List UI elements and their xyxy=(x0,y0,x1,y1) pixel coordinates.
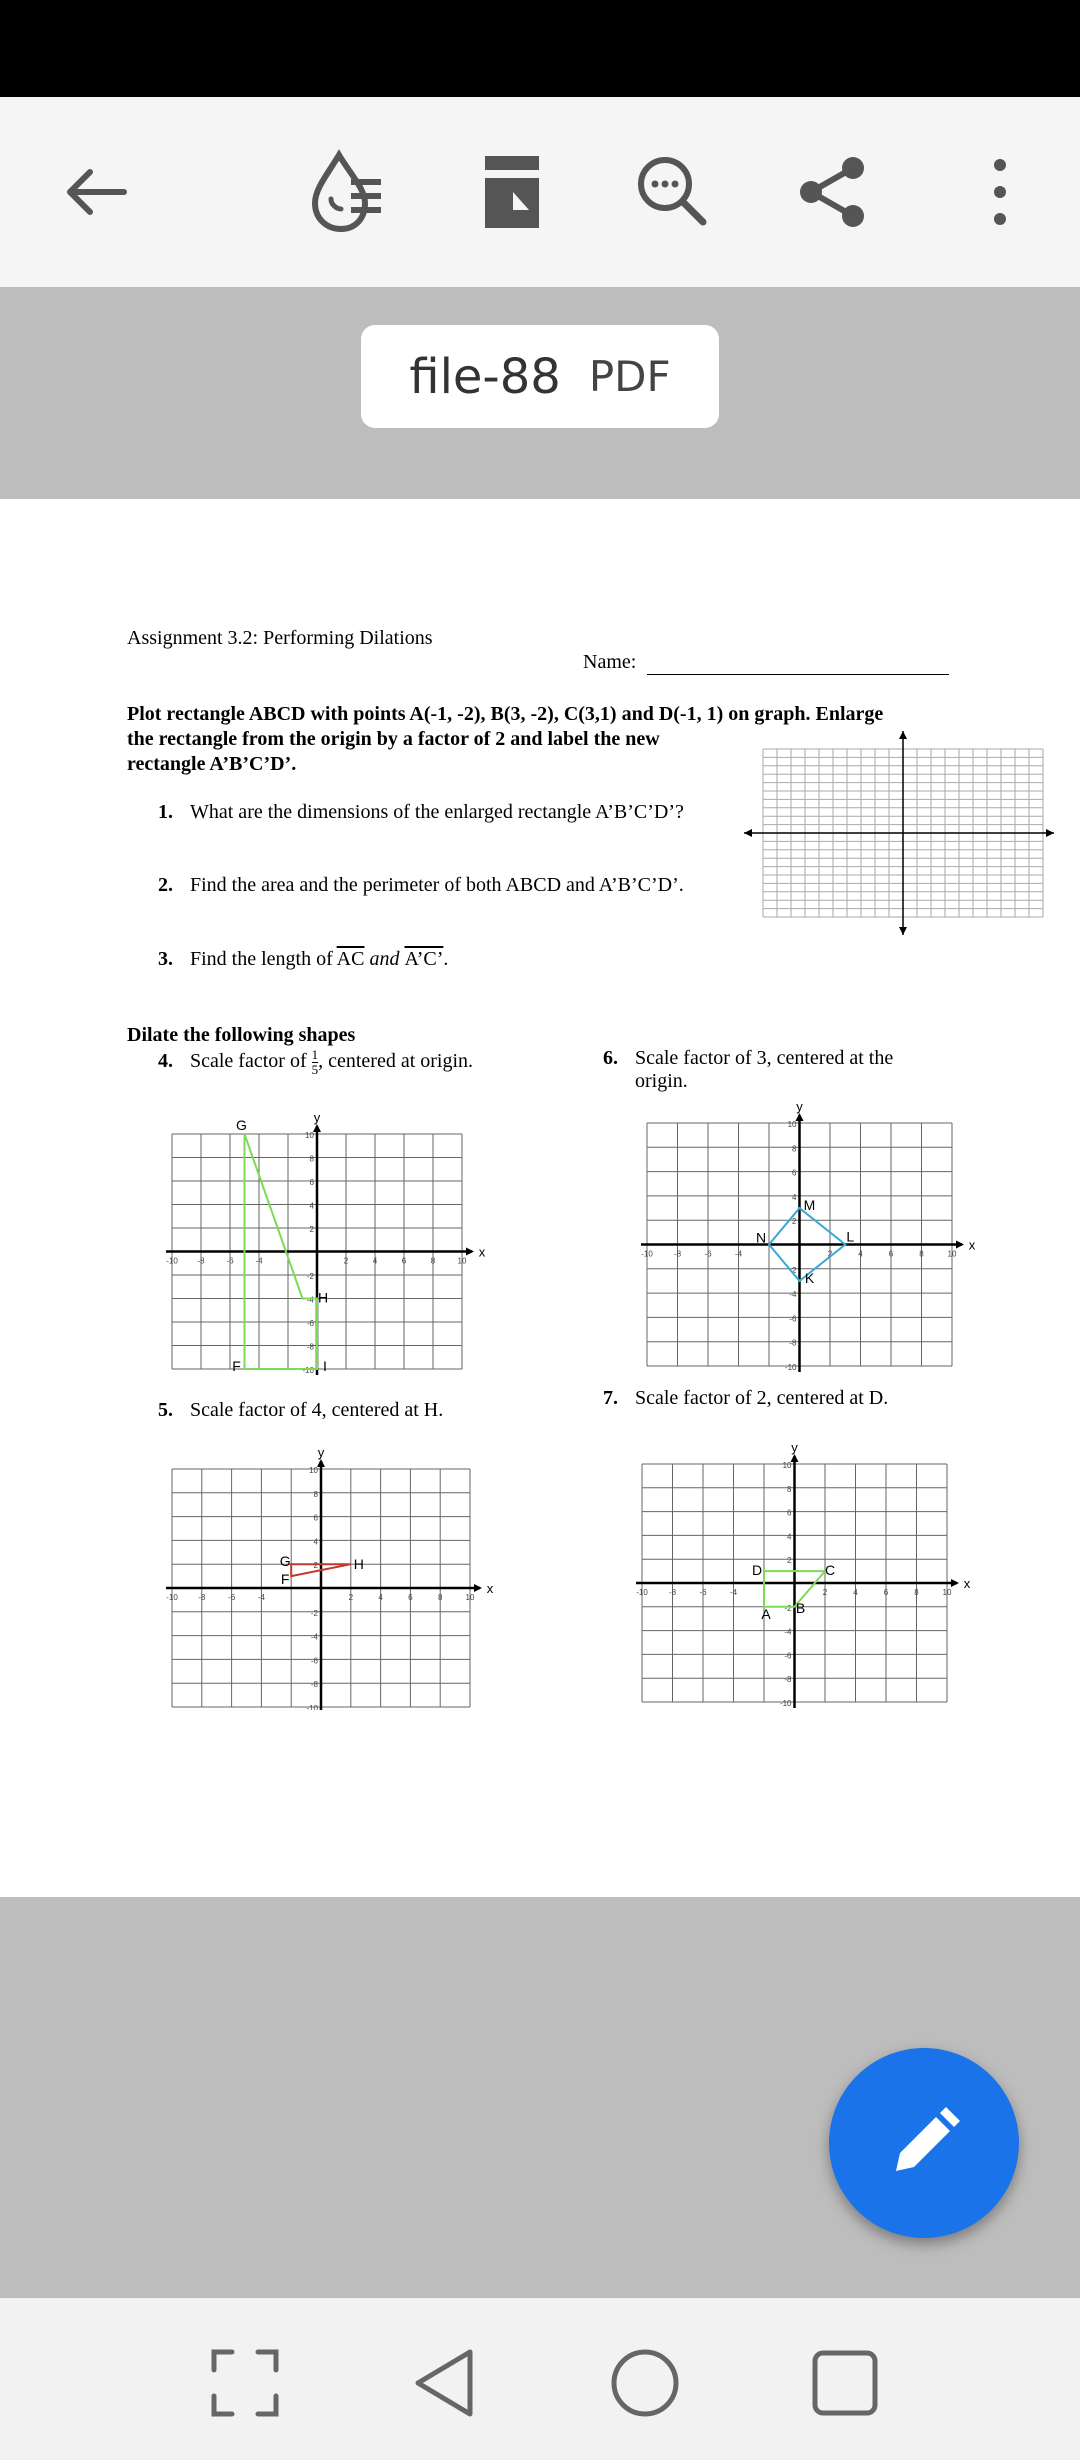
file-name-chip[interactable] xyxy=(361,325,719,428)
x-tick-label: -10 xyxy=(166,1256,178,1266)
question-text: Scale factor of xyxy=(190,1050,312,1073)
question-number: 2. xyxy=(158,874,173,896)
file-type: PDF xyxy=(588,352,671,401)
x-tick-label: 4 xyxy=(378,1593,383,1602)
question-3 xyxy=(158,948,448,971)
question-number: 6. xyxy=(603,1047,618,1069)
x-tick-label: 8 xyxy=(919,1249,924,1259)
x-tick-label: 8 xyxy=(430,1256,436,1266)
y-tick-label: 2 xyxy=(313,1561,318,1571)
y-tick-label: -6 xyxy=(784,1651,792,1661)
x-tick-label: 4 xyxy=(372,1256,378,1266)
y-tick-label: -10 xyxy=(779,1699,792,1708)
question-5 xyxy=(158,1399,443,1422)
x-tick-label: 6 xyxy=(408,1593,413,1602)
y-tick-label: 6 xyxy=(313,1513,318,1523)
axis-arrow xyxy=(313,1124,321,1132)
axis-arrow xyxy=(317,1459,325,1467)
y-tick-label: -10 xyxy=(306,1704,318,1710)
question-6 xyxy=(603,1047,893,1093)
share-button[interactable] xyxy=(778,137,888,247)
fraction-numerator: 1 xyxy=(311,1047,319,1062)
name-field xyxy=(583,651,949,675)
and-word: and xyxy=(364,948,405,970)
pencil-icon xyxy=(884,2103,964,2183)
y-axis-label: y xyxy=(317,1445,325,1460)
share-icon xyxy=(793,152,873,232)
vertex-label-b: B xyxy=(795,1599,806,1616)
blank-coordinate-grid xyxy=(740,729,1060,1029)
y-tick-label: -2 xyxy=(306,1272,314,1281)
question-text-end: , centered at origin. xyxy=(318,1050,474,1073)
x-tick-label: 10 xyxy=(457,1256,467,1266)
question-number: 5. xyxy=(158,1399,173,1421)
x-tick-label: 10 xyxy=(947,1249,957,1259)
y-tick-label: -10 xyxy=(784,1363,797,1372)
system-navigation-bar xyxy=(0,2298,1080,2460)
y-tick-label: 6 xyxy=(787,1508,792,1518)
question-text: Find the area and the perimeter of both ABCD and A’B’C’D’. xyxy=(190,874,684,896)
x-axis-label: x xyxy=(478,1244,486,1260)
more-options-button[interactable] xyxy=(945,137,1055,247)
search-button[interactable] xyxy=(618,137,728,247)
vertex-label-m: M xyxy=(803,1197,816,1214)
y-tick-label: 8 xyxy=(787,1484,792,1494)
back-button[interactable] xyxy=(40,137,150,247)
nav-back-button[interactable] xyxy=(400,2338,490,2428)
question-text: What are the dimensions of the enlarged rectangle A’B’C’D’? xyxy=(190,801,684,823)
x-tick-label: 8 xyxy=(437,1593,443,1602)
y-tick-label: -2 xyxy=(789,1265,797,1275)
axis-arrow xyxy=(796,1113,804,1121)
axis-arrow xyxy=(899,927,907,935)
intro-line-3: rectangle A’B’C’D’. xyxy=(127,753,297,775)
y-tick-label: -8 xyxy=(306,1342,314,1352)
x-tick-label: -8 xyxy=(673,1249,682,1259)
edit-fab-button[interactable] xyxy=(829,2048,1019,2238)
segment-a-prime-c-prime: A’C’ xyxy=(404,948,444,970)
x-tick-label: 2 xyxy=(822,1588,828,1597)
vertex-label-c: C xyxy=(824,1562,836,1579)
x-tick-label: -8 xyxy=(668,1588,677,1597)
x-tick-label: -6 xyxy=(704,1249,712,1259)
x-tick-label: -4 xyxy=(734,1249,743,1259)
vertex-label-f: F xyxy=(280,1571,290,1588)
question-text: Scale factor of 3, centered at the xyxy=(635,1047,894,1069)
graph-question-7 xyxy=(615,1439,970,1709)
x-tick-label: -4 xyxy=(257,1593,265,1602)
y-tick-label: 2 xyxy=(309,1225,314,1234)
x-axis-label: x xyxy=(968,1237,975,1253)
question-text-line-2: origin. xyxy=(635,1070,688,1092)
x-tick-label: 6 xyxy=(883,1588,889,1597)
question-text: Scale factor of 4, centered at H. xyxy=(190,1399,444,1421)
y-tick-label: -8 xyxy=(310,1680,318,1690)
y-tick-label: -10 xyxy=(302,1366,314,1375)
screenshot-button[interactable] xyxy=(200,2338,290,2428)
vertex-label-i: I xyxy=(323,1358,327,1374)
question-1 xyxy=(158,801,684,824)
x-tick-label: -6 xyxy=(228,1593,236,1602)
fraction-denominator: 5 xyxy=(311,1062,319,1077)
x-tick-label: 2 xyxy=(827,1249,833,1259)
vertex-label-h: H xyxy=(317,1289,329,1306)
x-tick-label: -4 xyxy=(255,1256,263,1266)
axis-arrow xyxy=(956,1241,964,1249)
question-7 xyxy=(603,1387,888,1410)
y-tick-label: 6 xyxy=(309,1178,314,1187)
x-tick-label: 10 xyxy=(942,1588,952,1597)
axis-arrow xyxy=(899,731,907,739)
y-tick-label: 8 xyxy=(313,1489,318,1499)
nav-home-button[interactable] xyxy=(600,2338,690,2428)
vertex-label-g: G xyxy=(236,1117,247,1133)
y-tick-label: 6 xyxy=(792,1168,797,1178)
y-tick-label: 10 xyxy=(309,1466,318,1475)
vertex-label-h: H xyxy=(353,1556,364,1573)
x-tick-label: -8 xyxy=(198,1593,206,1602)
x-tick-label: -8 xyxy=(197,1256,205,1266)
x-tick-label: -6 xyxy=(699,1588,707,1597)
x-tick-label: -6 xyxy=(226,1256,234,1266)
y-tick-label: 8 xyxy=(792,1144,797,1154)
y-tick-label: 4 xyxy=(787,1532,792,1542)
x-tick-label: -10 xyxy=(636,1588,648,1597)
y-tick-label: -8 xyxy=(784,1675,792,1685)
x-tick-label: 6 xyxy=(401,1256,407,1266)
intro-line-1: Plot rectangle ABCD with points A(-1, -2), B(3, -2), C(3,1) and D(-1, 1) on graph. Enlarge xyxy=(127,703,884,725)
y-tick-label: -4 xyxy=(310,1632,318,1642)
axis-arrow xyxy=(744,829,752,837)
dilate-heading: Dilate the following shapes xyxy=(127,1024,356,1046)
y-tick-label: -4 xyxy=(306,1295,314,1305)
question-text: Find the length of xyxy=(190,948,337,970)
y-tick-label: -6 xyxy=(310,1656,318,1666)
ink-drop-icon xyxy=(307,147,397,237)
ink-button[interactable] xyxy=(297,137,407,247)
name-blank-line xyxy=(647,651,949,675)
axis-arrow xyxy=(466,1248,474,1256)
y-tick-label: 4 xyxy=(313,1537,318,1547)
x-tick-label: 8 xyxy=(914,1588,919,1597)
question-number: 3. xyxy=(158,948,173,970)
vertex-label-k: K xyxy=(804,1269,815,1286)
question-text-end: . xyxy=(443,948,449,970)
more-vertical-icon xyxy=(990,157,1010,227)
page-layout-button[interactable] xyxy=(457,137,567,247)
segment-ac: $\overline{AC}$ xyxy=(336,948,365,970)
y-tick-label: -8 xyxy=(789,1338,797,1348)
axis-arrow xyxy=(1046,829,1054,837)
y-tick-label: 8 xyxy=(309,1154,314,1164)
y-axis-label: y xyxy=(313,1111,321,1125)
y-tick-label: -2 xyxy=(310,1608,318,1618)
assignment-title: Assignment 3.2: Performing Dilations xyxy=(127,627,433,649)
x-tick-label: 2 xyxy=(343,1256,349,1266)
graph-question-6 xyxy=(625,1101,975,1376)
back-arrow-icon xyxy=(60,162,130,222)
question-number: 1. xyxy=(158,801,173,823)
back-triangle-icon xyxy=(410,2348,480,2418)
y-tick-label: -6 xyxy=(306,1319,314,1328)
vertex-label-g: G xyxy=(279,1553,291,1570)
x-tick-label: 2 xyxy=(348,1593,354,1602)
question-number: 7. xyxy=(603,1387,618,1409)
x-tick-label: -4 xyxy=(729,1588,738,1597)
x-tick-label: 4 xyxy=(853,1588,858,1597)
x-tick-label: 10 xyxy=(465,1593,475,1602)
y-tick-label: 10 xyxy=(305,1131,314,1140)
y-tick-label: 10 xyxy=(782,1461,792,1470)
x-tick-label: 4 xyxy=(858,1249,863,1259)
question-text: Scale factor of 2, centered at D. xyxy=(635,1387,889,1409)
y-axis-label: y xyxy=(791,1440,798,1455)
status-bar xyxy=(0,0,1080,97)
x-tick-label: -10 xyxy=(166,1593,178,1602)
page-layout-icon xyxy=(477,152,547,232)
x-tick-label: -10 xyxy=(641,1249,653,1259)
file-name: file-88 xyxy=(409,348,561,405)
graph-question-4 xyxy=(150,1111,490,1381)
question-2 xyxy=(158,874,684,897)
y-tick-label: 10 xyxy=(787,1120,797,1129)
x-tick-label: 6 xyxy=(888,1249,894,1259)
y-tick-label: 4 xyxy=(792,1192,797,1202)
x-axis-label: x xyxy=(486,1581,494,1596)
vertex-label-a: A xyxy=(761,1605,771,1622)
y-tick-label: 4 xyxy=(309,1201,314,1211)
axis-arrow xyxy=(791,1454,799,1462)
x-axis-label: x xyxy=(963,1576,970,1591)
home-circle-icon xyxy=(609,2347,681,2419)
recents-square-icon xyxy=(810,2348,880,2418)
pdf-page xyxy=(0,499,1080,1897)
nav-recents-button[interactable] xyxy=(800,2338,890,2428)
y-axis-label: y xyxy=(796,1101,803,1114)
y-tick-label: 2 xyxy=(792,1217,797,1227)
screenshot-frame-icon xyxy=(210,2348,280,2418)
axis-arrow xyxy=(951,1579,959,1587)
name-label: Name: xyxy=(583,651,637,673)
y-tick-label: -6 xyxy=(789,1314,797,1324)
search-icon xyxy=(633,152,713,232)
y-tick-label: -4 xyxy=(789,1290,797,1300)
y-tick-label: -2 xyxy=(784,1603,792,1613)
question-4 xyxy=(158,1048,473,1077)
vertex-label-n: N xyxy=(755,1229,767,1246)
vertex-label-l: L xyxy=(846,1228,855,1245)
vertex-label-f: F xyxy=(232,1358,241,1374)
axis-arrow xyxy=(474,1584,482,1592)
y-tick-label: 2 xyxy=(787,1556,792,1566)
question-number: 4. xyxy=(158,1050,173,1073)
intro-line-2: the rectangle from the origin by a factor of 2 and label the new xyxy=(127,728,660,750)
vertex-label-d: D xyxy=(751,1562,763,1579)
graph-question-5 xyxy=(150,1445,495,1710)
top-toolbar xyxy=(0,97,1080,287)
y-tick-label: -4 xyxy=(784,1627,792,1637)
